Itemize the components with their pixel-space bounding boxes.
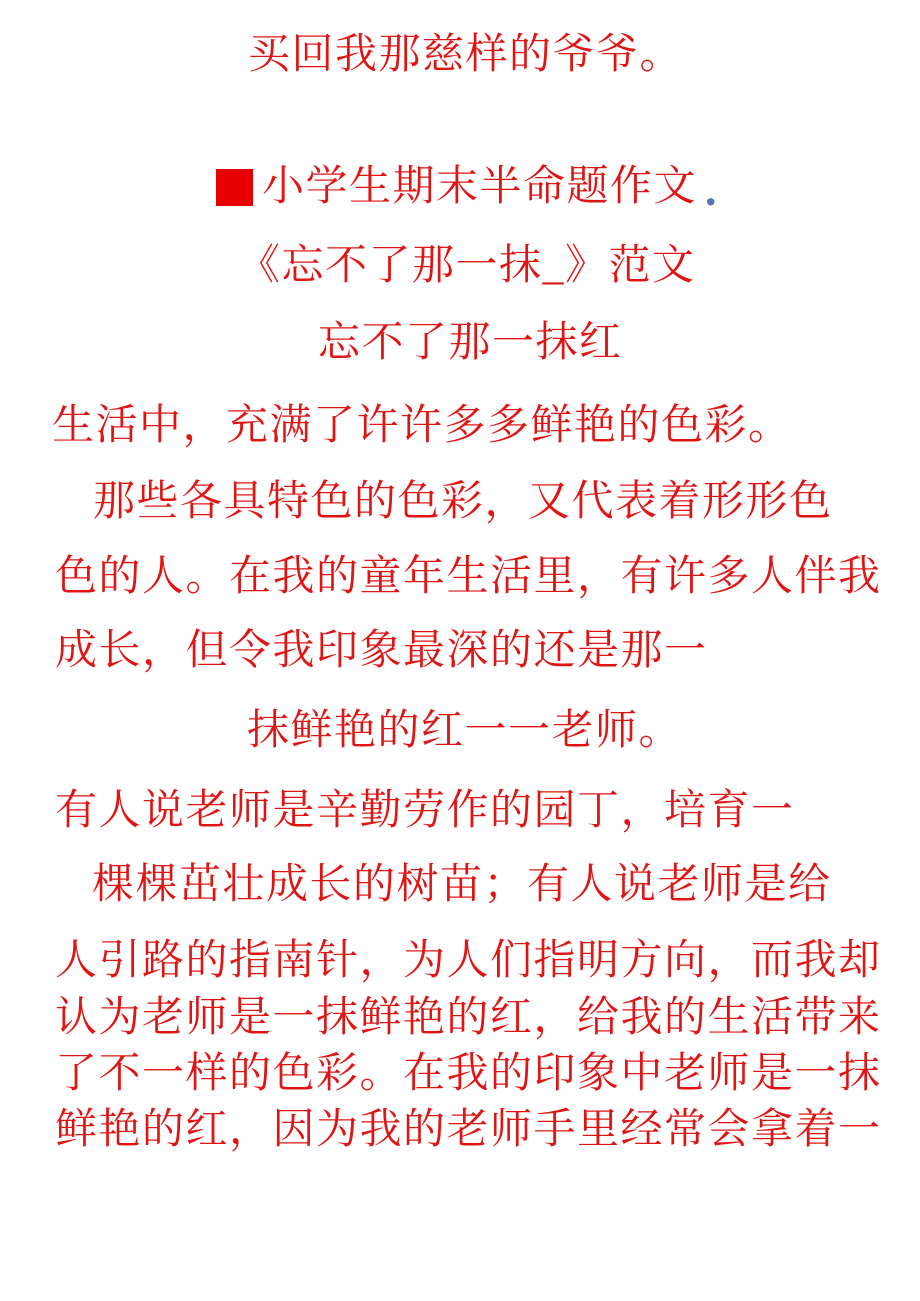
body-line: 生活中，充满了许许多多鲜艳的色彩。 <box>52 403 792 449</box>
body-line: 了不一样的色彩。在我的印象中老师是一抹 <box>55 1051 882 1097</box>
previous-paragraph-ending: 买回我那慈样的爷爷。 <box>248 32 684 78</box>
red-square-bullet-icon <box>216 169 253 206</box>
blue-period-mark: . <box>705 164 719 215</box>
body-line: 鲜艳的红，因为我的老师手里经常会拿着一 <box>55 1107 882 1153</box>
body-line: 抹鲜艳的红一一老师。 <box>247 708 683 754</box>
body-line: 有人说老师是辛勤劳作的园丁，培育一 <box>55 788 795 834</box>
body-line: 人引路的指南针，为人们指明方向，而我却 <box>55 938 882 984</box>
body-line: 棵棵茁壮成长的树苗；有人说老师是给 <box>92 862 832 908</box>
section-heading <box>216 164 719 215</box>
section-heading-text: 小学生期末半命题作文 <box>262 164 698 210</box>
body-line: 那些各具特色的色彩，又代表着形形色 <box>93 479 833 525</box>
essay-subtitle: 《忘不了那一抹_》范文 <box>238 243 696 289</box>
body-line: 色的人。在我的童年生活里，有许多人伴我 <box>55 554 882 600</box>
essay-title: 忘不了那一抹红 <box>318 320 623 366</box>
body-line: 认为老师是一抹鲜艳的红，给我的生活带来 <box>55 995 882 1041</box>
body-line: 成长，但令我印象最深的还是那一 <box>55 628 708 674</box>
